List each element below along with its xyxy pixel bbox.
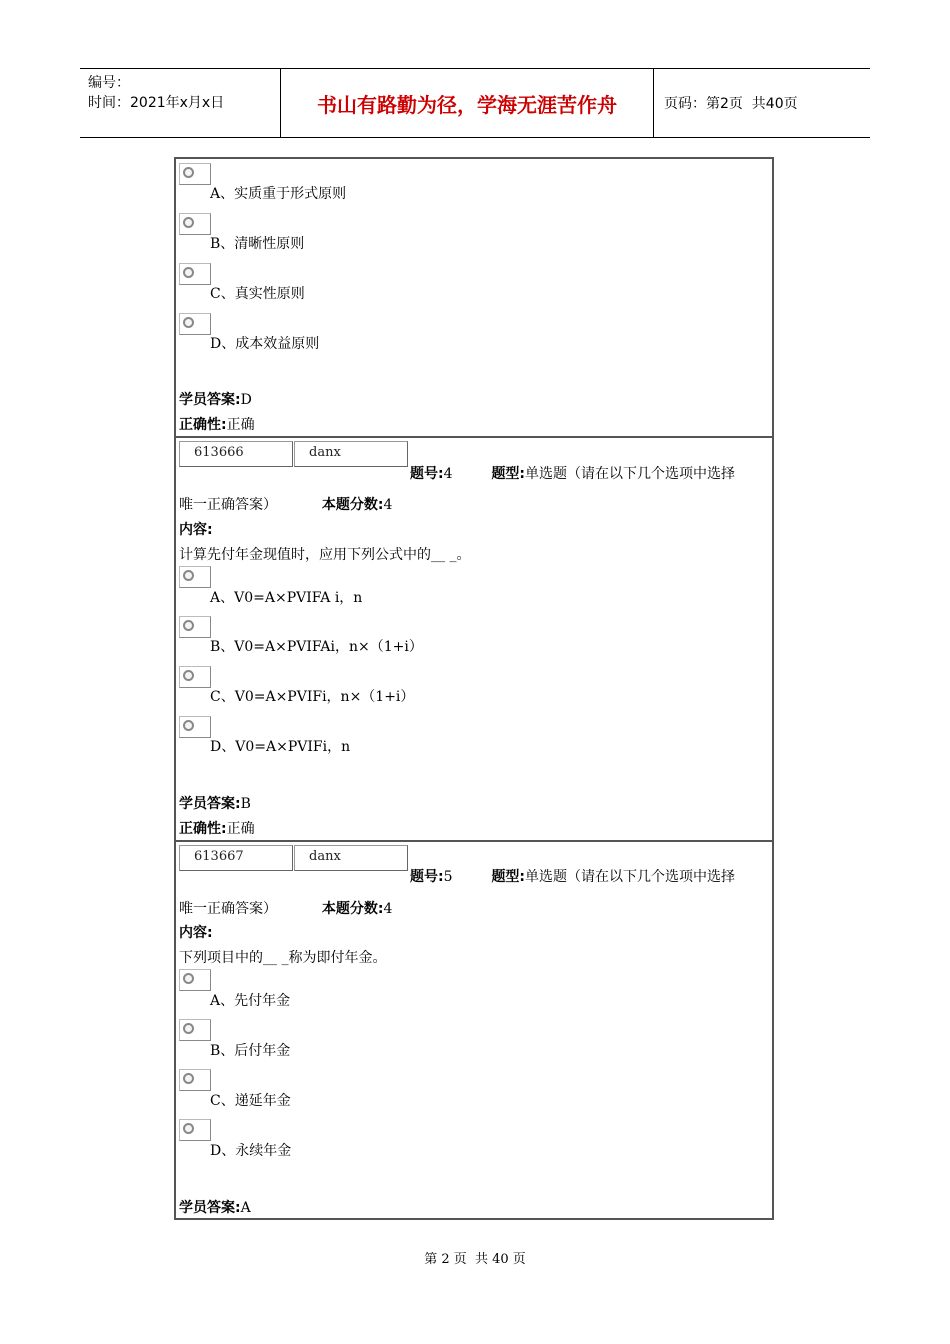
type-value: 单选题（请在以下几个选项中选择 [525,869,736,885]
question-content: 计算先付年金现值时，应用下列公式中的__ _。 [179,547,471,563]
option-b: B、后付年金 [210,1043,291,1059]
option-c: C、V0=A×PVIFi，n×（1+i） [210,689,415,705]
type-value-cont: 唯一正确答案） [179,901,277,917]
radio-option-b[interactable] [179,213,211,235]
num-label: 题号: [410,466,444,482]
correctness-label: 正确性: [179,821,227,837]
type-label: 题型: [491,869,526,885]
option-a: A、先付年金 [210,993,291,1009]
question-type-code: danx [294,845,408,871]
footer-page-number: 第 2 页 共 40 页 [424,1252,526,1267]
num-value: 4 [443,466,453,482]
header-divider [653,69,654,137]
answer-value: D [240,392,252,408]
option-d: D、V0=A×PVIFi，n [210,739,351,755]
score-label: 本题分数: [321,497,384,513]
code-label: 编号： [88,75,130,91]
page-header [80,68,870,138]
student-answer [179,391,252,409]
question-block-4 [174,436,774,842]
answer-label: 学员答案: [179,1200,241,1216]
radio-option-b[interactable] [179,616,211,638]
date-label: 时间：2021年x月x日 [88,95,225,111]
correctness [179,820,255,838]
option-d: D、成本效益原则 [210,336,320,352]
student-answer [179,795,251,813]
radio-option-c[interactable] [179,263,211,285]
content-label: 内容: [179,522,213,538]
type-value-cont: 唯一正确答案） [179,497,277,513]
question-id: 613667 [179,845,293,871]
type-label: 题型: [491,466,526,482]
option-b: B、V0=A×PVIFAi，n×（1+i） [210,639,423,655]
radio-option-d[interactable] [179,1119,211,1141]
correctness-label: 正确性: [179,417,227,433]
correctness-value: 正确 [226,417,255,433]
answer-label: 学员答案: [179,796,241,812]
radio-option-a[interactable] [179,163,211,185]
score-label: 本题分数: [321,901,384,917]
radio-option-d[interactable] [179,313,211,335]
correctness-value: 正确 [226,821,255,837]
radio-option-b[interactable] [179,1019,211,1041]
question-meta-cont [179,496,392,514]
score-value: 4 [383,901,393,917]
option-d: D、永续年金 [210,1143,292,1159]
header-motto: 书山有路勤为径，学海无涯苦作舟 [317,92,617,117]
question-meta [410,465,735,483]
question-meta-cont [179,900,392,918]
option-a: A、V0=A×PVIFA i，n [210,590,363,606]
answer-label: 学员答案: [179,392,241,408]
content-label: 内容: [179,925,213,941]
question-block-5 [174,840,774,1220]
radio-option-c[interactable] [179,666,211,688]
radio-option-a[interactable] [179,566,211,588]
option-b: B、清晰性原则 [210,236,305,252]
score-value: 4 [383,497,393,513]
answer-value: B [240,796,251,812]
radio-option-a[interactable] [179,969,211,991]
question-type-code: danx [294,441,408,467]
option-c: C、真实性原则 [210,286,305,302]
answer-value: A [240,1200,251,1216]
option-c: C、递延年金 [210,1093,291,1109]
question-meta [410,868,735,886]
radio-option-d[interactable] [179,716,211,738]
radio-option-c[interactable] [179,1069,211,1091]
type-value: 单选题（请在以下几个选项中选择 [525,466,736,482]
student-answer [179,1199,251,1217]
header-meta [88,73,224,113]
header-page-number: 页码：第2页 共40页 [664,96,798,112]
num-label: 题号: [410,869,444,885]
correctness [179,416,255,434]
question-id: 613666 [179,441,293,467]
option-a: A、实质重于形式原则 [210,186,347,202]
num-value: 5 [443,869,453,885]
question-block-3 [174,157,774,438]
question-content: 下列项目中的__ _称为即付年金。 [179,950,387,966]
page-footer [0,1248,950,1267]
